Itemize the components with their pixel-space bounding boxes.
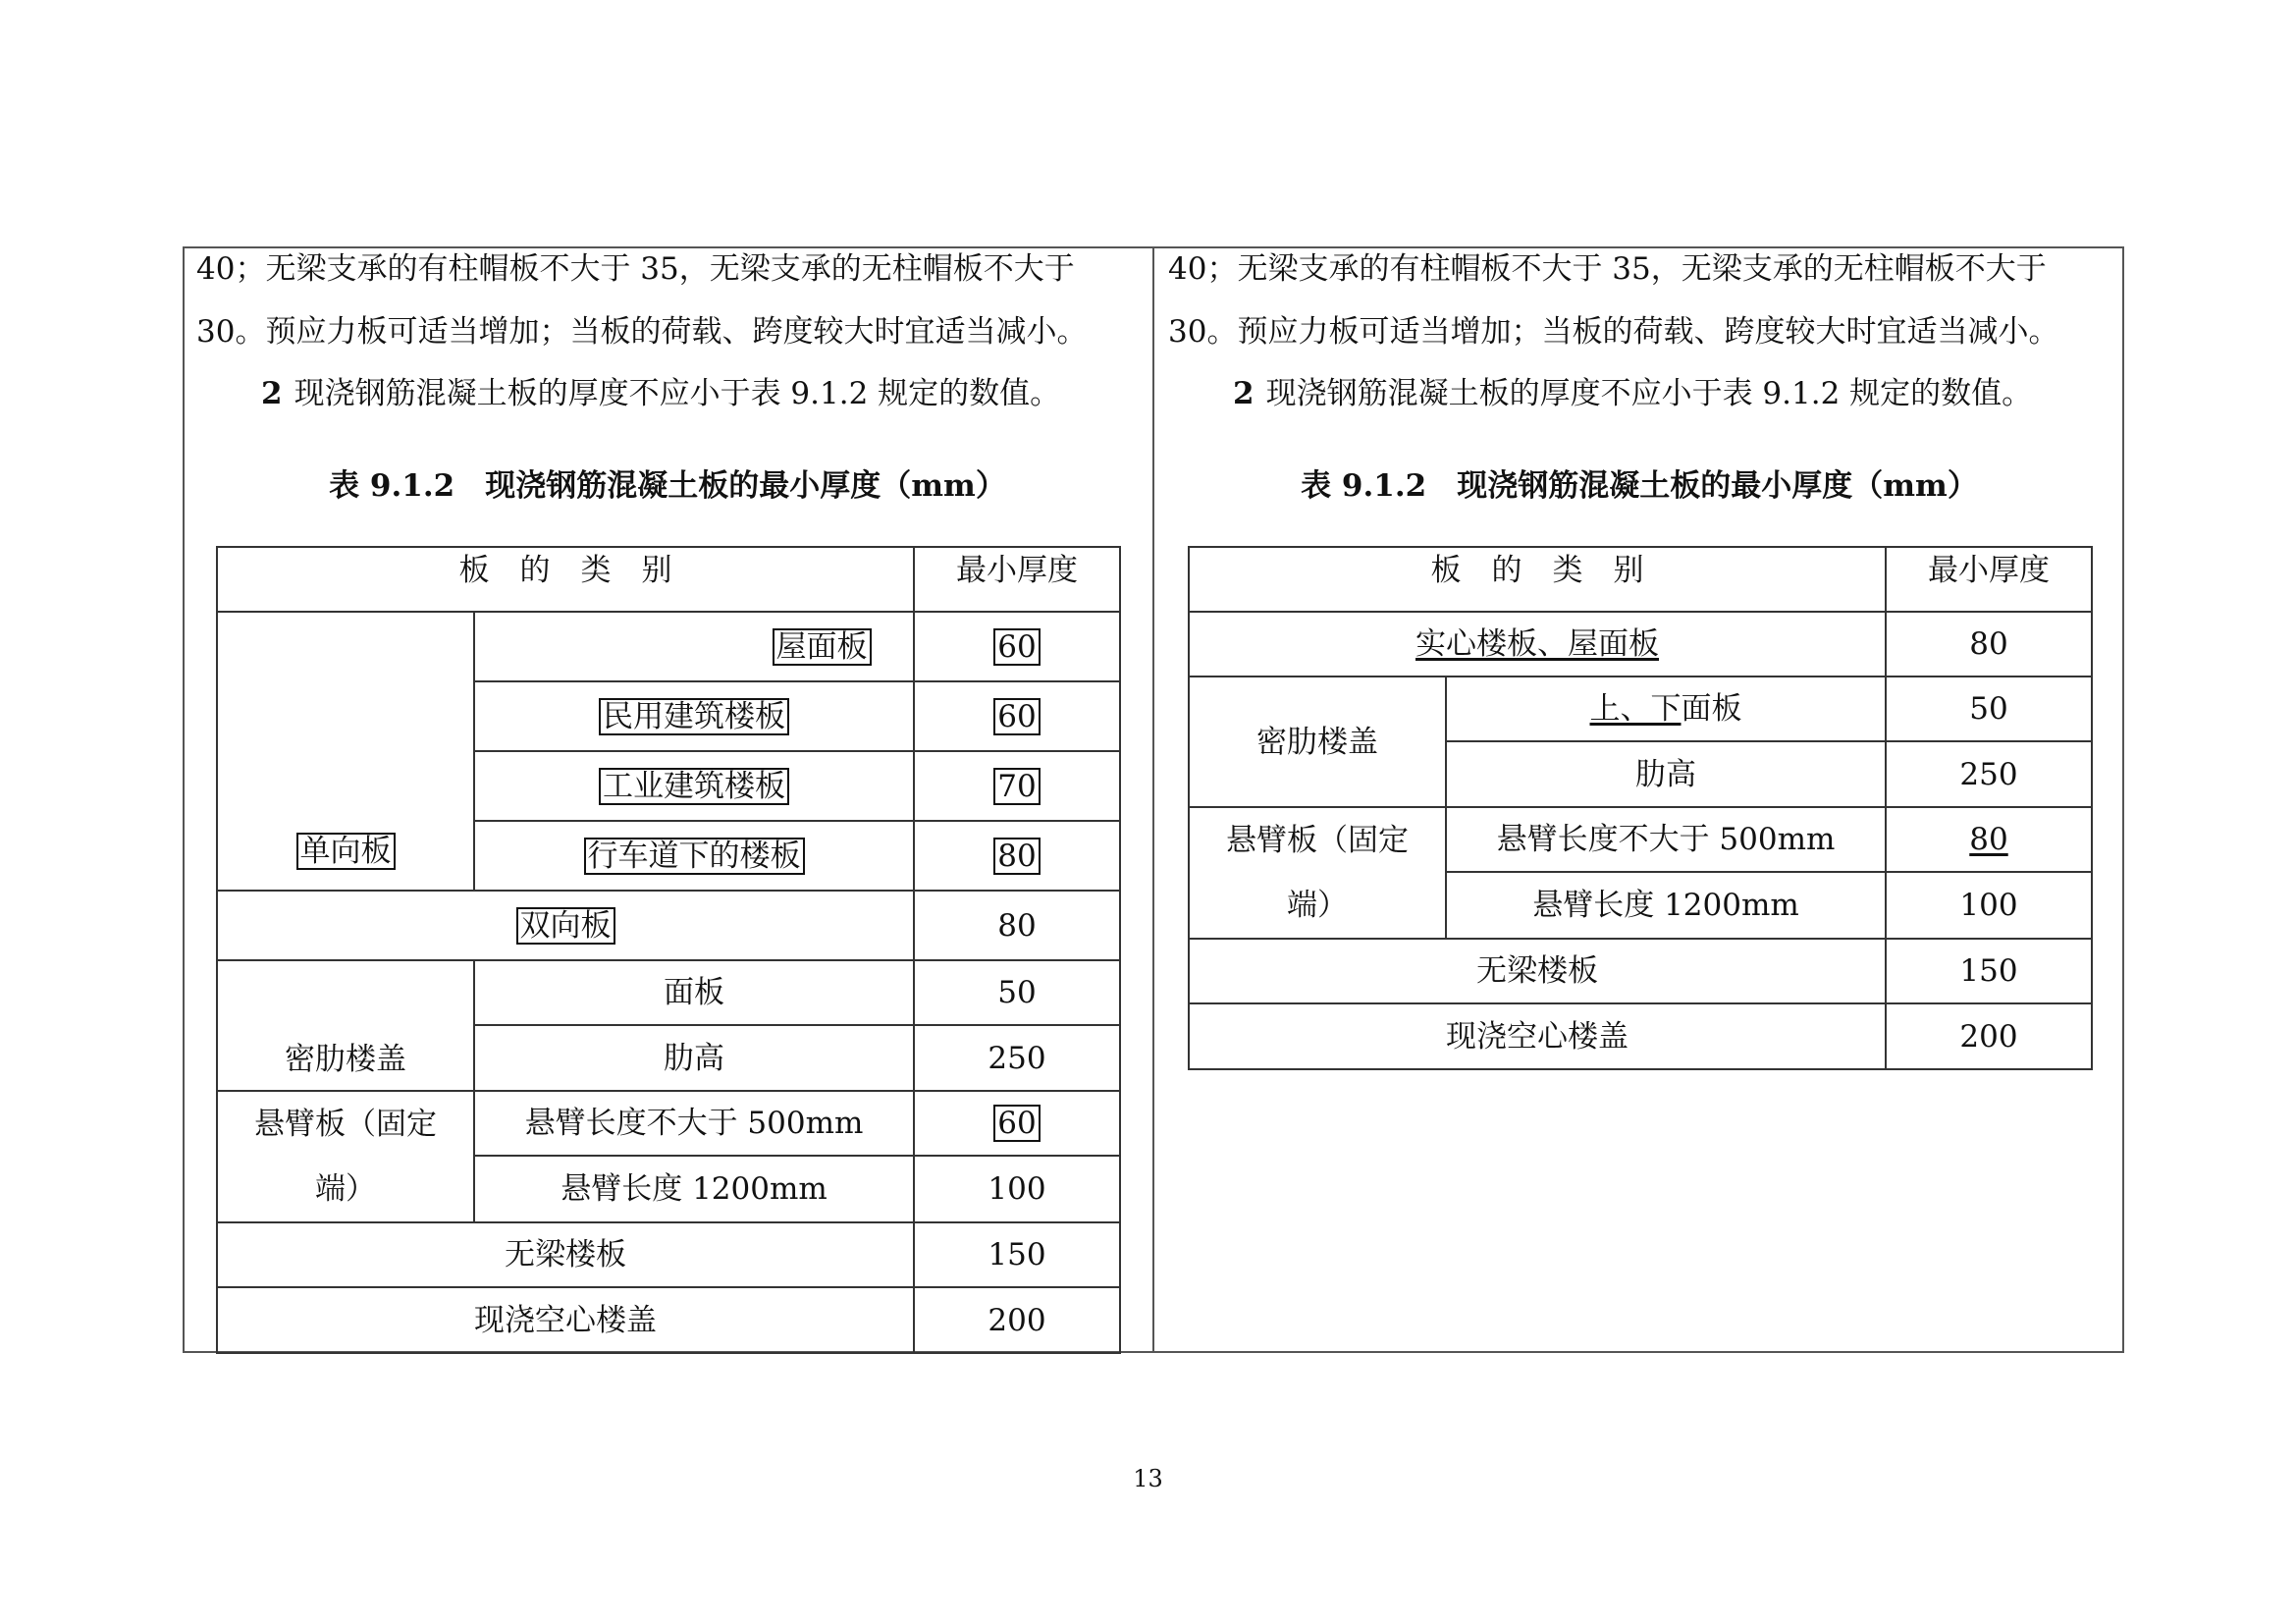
traffic-floor-cell [474, 821, 914, 891]
industrial-floor-label: 工业建筑楼板 [599, 768, 789, 805]
table-row [1189, 807, 2092, 872]
twoway-slab-label: 双向板 [516, 907, 615, 945]
cantilever-long-value: 100 [914, 1156, 1120, 1222]
cantilever-label-line-1: 悬臂板（固定 [1226, 823, 1409, 858]
left-thickness-table [216, 546, 1121, 1354]
solid-slab-label: 实心楼板、屋面板 [1415, 626, 1659, 662]
twoway-slab-cell [217, 891, 914, 960]
right-thickness-table [1188, 546, 2093, 1070]
traffic-floor-value: 80 [993, 838, 1040, 875]
cantilever-long-label: 悬臂长度 1200mm [1446, 872, 1886, 939]
civil-floor-value-cell [914, 681, 1120, 751]
header-slab-type: 板 的 类 别 [1189, 547, 1886, 612]
twoway-slab-value: 80 [914, 891, 1120, 960]
cantilever-slab-label [217, 1091, 474, 1222]
hollow-floor-value: 200 [914, 1287, 1120, 1353]
cantilever-long-value: 100 [1886, 872, 2092, 939]
traffic-floor-value-cell [914, 821, 1120, 891]
table-row [217, 1222, 1120, 1287]
roof-slab-value: 60 [993, 628, 1040, 666]
flat-slab-value: 150 [914, 1222, 1120, 1287]
header-slab-type: 板 的 类 别 [217, 547, 914, 612]
cantilever-short-value-cell [1886, 807, 2092, 872]
flat-slab-label: 无梁楼板 [1189, 939, 1886, 1003]
header-min-thickness: 最小厚度 [914, 547, 1120, 612]
page-number: 13 [1133, 1465, 1163, 1492]
table-row [1189, 612, 2092, 677]
civil-floor-label: 民用建筑楼板 [599, 698, 789, 735]
solid-slab-cell [1189, 612, 1886, 677]
right-column [1154, 246, 2124, 1353]
rib-height-value: 250 [914, 1025, 1120, 1091]
right-item-2 [1233, 377, 2032, 410]
civil-floor-value: 60 [993, 698, 1040, 735]
table-row [217, 1287, 1120, 1353]
cantilever-short-value: 80 [1969, 822, 2008, 858]
cantilever-long-label: 悬臂长度 1200mm [474, 1156, 914, 1222]
cantilever-label-line-1: 悬臂板（固定 [254, 1107, 437, 1142]
roof-slab-value-cell [914, 612, 1120, 681]
traffic-floor-label: 行车道下的楼板 [584, 838, 805, 875]
face-plate-value: 50 [1886, 677, 2092, 741]
table-header-row [217, 547, 1120, 612]
cantilever-short-value-cell [914, 1091, 1120, 1156]
solid-slab-value: 80 [1886, 612, 2092, 677]
table-row [1189, 1003, 2092, 1069]
right-paragraph-line-2: 30。预应力板可适当增加；当板的荷载、跨度较大时宜适当减小。 [1168, 314, 2059, 350]
industrial-floor-value-cell [914, 751, 1120, 821]
rib-height-label: 肋高 [1446, 741, 1886, 807]
table-row [217, 1091, 1120, 1156]
cantilever-slab-label [1189, 807, 1446, 939]
cantilever-short-label: 悬臂长度不大于 500mm [1446, 807, 1886, 872]
roof-slab-cell [474, 612, 914, 681]
table-row [217, 891, 1120, 960]
oneway-slab-label: 单向板 [296, 833, 396, 870]
table-row [217, 960, 1120, 1025]
flat-slab-value: 150 [1886, 939, 2092, 1003]
table-row [217, 612, 1120, 681]
face-plate-cell [1446, 677, 1886, 741]
left-paragraph-line-2: 30。预应力板可适当增加；当板的荷载、跨度较大时宜适当减小。 [196, 314, 1088, 350]
cantilever-short-label: 悬臂长度不大于 500mm [474, 1091, 914, 1156]
industrial-floor-cell [474, 751, 914, 821]
header-min-thickness: 最小厚度 [1886, 547, 2092, 612]
hollow-floor-value: 200 [1886, 1003, 2092, 1069]
flat-slab-label: 无梁楼板 [217, 1222, 914, 1287]
roof-slab-label: 屋面板 [773, 628, 872, 666]
left-item-number: 2 [261, 376, 283, 411]
face-plate-label: 面板 [1681, 691, 1742, 727]
table-row [1189, 677, 2092, 741]
right-table-caption: 表 9.1.2 现浇钢筋混凝土板的最小厚度（mm） [1301, 468, 1978, 504]
cantilever-label-line-2: 端） [315, 1171, 376, 1207]
left-column [183, 246, 1152, 1353]
right-paragraph-line-1: 40；无梁支承的有柱帽板不大于 35，无梁支承的无柱帽板不大于 [1168, 251, 2047, 287]
face-plate-value: 50 [914, 960, 1120, 1025]
rib-height-label: 肋高 [474, 1025, 914, 1091]
left-item-2 [261, 377, 1060, 410]
hollow-floor-label: 现浇空心楼盖 [217, 1287, 914, 1353]
ribbed-floor-label: 密肋楼盖 [217, 960, 474, 1091]
cantilever-short-value: 60 [993, 1105, 1040, 1142]
ribbed-floor-label: 密肋楼盖 [1189, 677, 1446, 807]
cantilever-label-line-2: 端） [1287, 888, 1348, 923]
right-item-text: 现浇钢筋混凝土板的厚度不应小于表 9.1.2 规定的数值。 [1265, 376, 2033, 411]
table-header-row [1189, 547, 2092, 612]
left-table-caption: 表 9.1.2 现浇钢筋混凝土板的最小厚度（mm） [329, 468, 1006, 504]
right-item-number: 2 [1233, 376, 1255, 411]
face-plate-label: 面板 [474, 960, 914, 1025]
hollow-floor-label: 现浇空心楼盖 [1189, 1003, 1886, 1069]
oneway-slab-cell [217, 612, 474, 891]
industrial-floor-value: 70 [993, 768, 1040, 805]
face-plate-upper-lower: 上、下 [1589, 691, 1682, 727]
table-row [1189, 939, 2092, 1003]
left-item-text: 现浇钢筋混凝土板的厚度不应小于表 9.1.2 规定的数值。 [294, 376, 1061, 411]
civil-floor-cell [474, 681, 914, 751]
left-paragraph-line-1: 40；无梁支承的有柱帽板不大于 35，无梁支承的无柱帽板不大于 [196, 251, 1075, 287]
rib-height-value: 250 [1886, 741, 2092, 807]
